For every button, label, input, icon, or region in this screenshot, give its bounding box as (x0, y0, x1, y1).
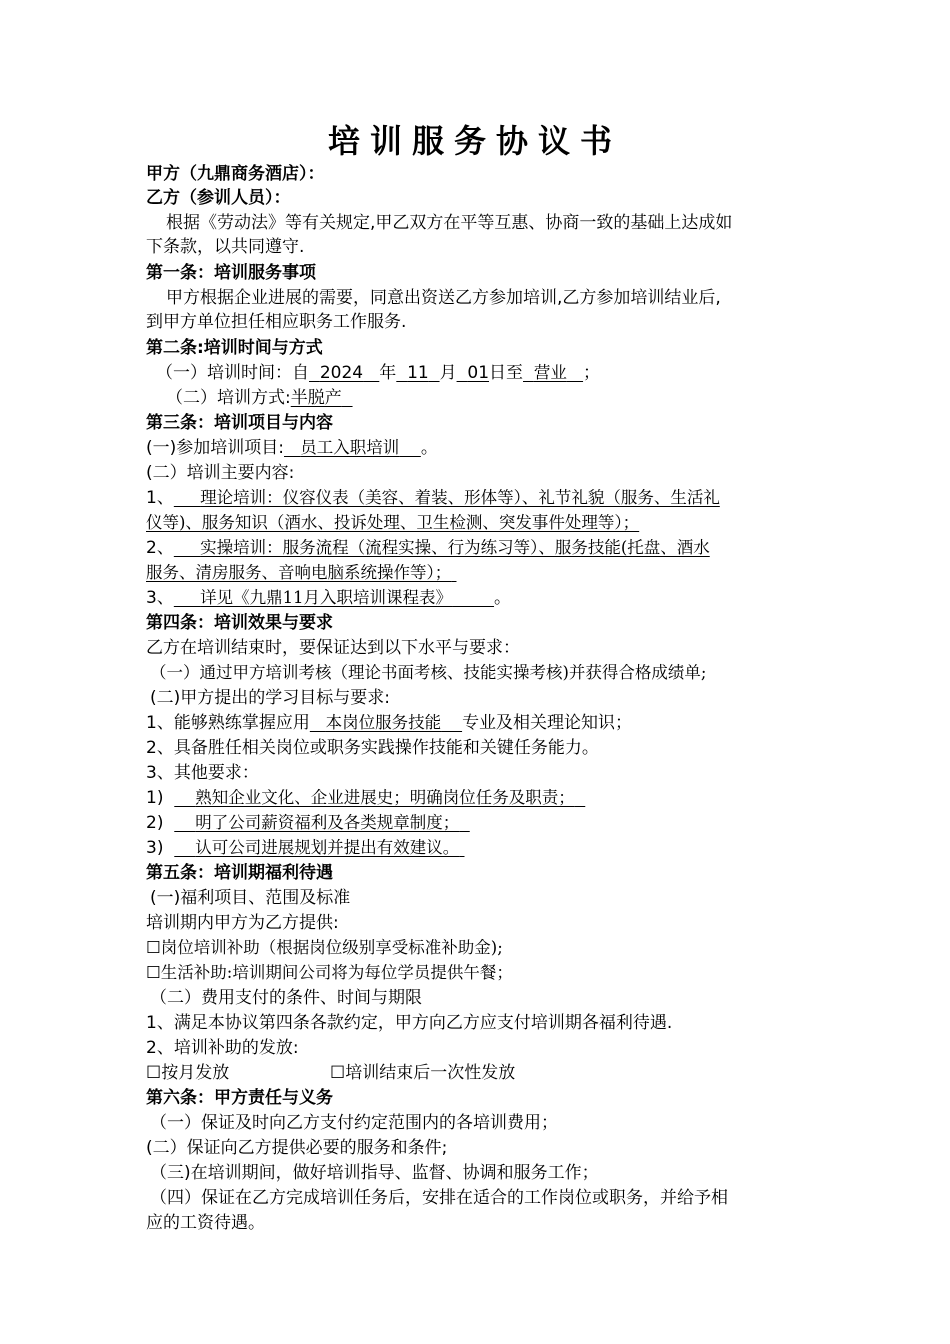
article-4-item-1: （一）通过甲方培训考核（理论书面考核、技能实操考核)并获得合格成绩单; (150, 663, 707, 682)
article-6-item-4-line-2: 应的工资待遇。 (146, 1213, 265, 1233)
day-unit: 日至 (489, 363, 524, 383)
benefit-checkbox-1[interactable]: ☐岗位培训补助（根据岗位级别享受标准补助金); (146, 938, 503, 957)
start-day: 01 (467, 363, 490, 383)
content-item-2-line-2: 服务、清房服务、音响电脑系统操作等）； (146, 563, 452, 582)
payment-condition: 1、满足本协议第四条各款约定，甲方向乙方应支付培训期各福利待遇. (146, 1013, 673, 1033)
other-requirement-2: 2) 明了公司薪资福利及各类规章制度； (146, 813, 460, 833)
article-6-item-1: （一）保证及时向乙方支付约定范围内的各培训费用； (150, 1113, 558, 1133)
article-1-line-2: 到甲方单位担任相应职务工作服务. (146, 312, 407, 332)
article-1-title: 第一条：培训服务事项 (146, 263, 316, 283)
article-6-title: 第六条：甲方责任与义务 (146, 1088, 333, 1108)
start-year: 2024 (319, 363, 364, 383)
intro-line-1: 根据《劳动法》等有关规定,甲乙双方在平等互惠、协商一致的基础上达成如 (166, 213, 733, 233)
article-4-title: 第四条：培训效果与要求 (146, 613, 333, 633)
training-content-label: (二）培训主要内容: (146, 463, 295, 483)
year-unit: 年 (379, 363, 397, 383)
content-item-1-line-1: 1、 理论培训：仪容仪表（美容、着装、形体等）、礼节礼貌（服务、生活礼 (146, 488, 720, 508)
training-mode-line (166, 386, 353, 410)
content-item-2-line-1: 2、 实操培训：服务流程（流程实操、行为练习等）、服务技能(托盘、酒水 (146, 538, 710, 558)
training-item-label: (一)参加培训项目: (146, 438, 284, 458)
training-time-line (156, 361, 600, 385)
article-4-item-2: (二)甲方提出的学习目标与要求: (150, 688, 390, 708)
training-time-label: （一）培训时间：自 (156, 363, 309, 383)
article-5-intro: 培训期内甲方为乙方提供: (146, 913, 339, 933)
party-b: 乙方（参训人员）： (146, 188, 291, 208)
requirement-3: 3、其他要求： (146, 763, 259, 783)
article-4-intro: 乙方在培训结束时，要保证达到以下水平与要求： (146, 638, 520, 658)
month-unit: 月 (439, 363, 457, 383)
article-5-item-2: （二）费用支付的条件、时间与期限 (150, 988, 422, 1008)
article-6-item-3: （三)在培训期间，做好培训指导、监督、协调和服务工作； (150, 1163, 599, 1183)
other-requirement-1: 1) 熟知企业文化、企业进展史；明确岗位任务及职责； (146, 788, 575, 808)
article-6-item-4-line-1: （四）保证在乙方完成培训任务后，安排在适合的工作岗位或职务，并给予相 (150, 1188, 728, 1208)
other-requirement-3: 3) 认可公司进展规划并提出有效建议。 (146, 838, 460, 858)
subsidy-issuance-label: 2、培训补助的发放: (146, 1038, 299, 1058)
article-5-title: 第五条：培训期福利待遇 (146, 863, 333, 883)
article-6-item-2: (二）保证向乙方提供必要的服务和条件; (146, 1138, 448, 1158)
content-item-3: 3、 详见《九鼎11月入职培训课程表》 。 (146, 588, 512, 608)
training-mode-value: 半脱产 (290, 388, 342, 408)
requirement-1: 1、能够熟练掌握应用 本岗位服务技能 专业及相关理论知识； (146, 713, 633, 733)
time-punct: ； (583, 363, 601, 383)
start-month: 11 (407, 363, 429, 383)
benefit-checkbox-2[interactable]: ☐生活补助:培训期间公司将为每位学员提供午餐； (146, 963, 513, 982)
article-5-item-1: (一)福利项目、范围及标准 (150, 888, 351, 908)
end-point: 营业 (533, 363, 567, 382)
requirement-2: 2、具备胜任相关岗位或职务实践操作技能和关键任务能力。 (146, 738, 599, 758)
training-item-value: 员工入职培训 (300, 438, 400, 457)
content-item-1-line-2: 仪等)、服务知识（酒水、投诉处理、卫生检测、突发事件处理等）； (146, 513, 640, 532)
document-title: 培训服务协议书 (327, 122, 622, 160)
payment-option-lump-sum[interactable]: ☐培训结束后一次性发放 (330, 1063, 516, 1083)
article-2-title: 第二条:培训时间与方式 (146, 338, 323, 358)
payment-option-monthly[interactable]: ☐按月发放 (146, 1063, 230, 1083)
intro-line-2: 下条款，以共同遵守. (146, 237, 305, 257)
training-item-line: (一)参加培训项目: 员工入职培训 。 (146, 438, 438, 458)
article-3-title: 第三条：培训项目与内容 (146, 413, 333, 433)
training-mode-label: （二）培训方式: (166, 388, 291, 408)
article-1-line-1: 甲方根据企业进展的需要，同意出资送乙方参加培训,乙方参加培训结业后, (166, 288, 721, 308)
party-a: 甲方（九鼎商务酒店）： (146, 164, 325, 184)
